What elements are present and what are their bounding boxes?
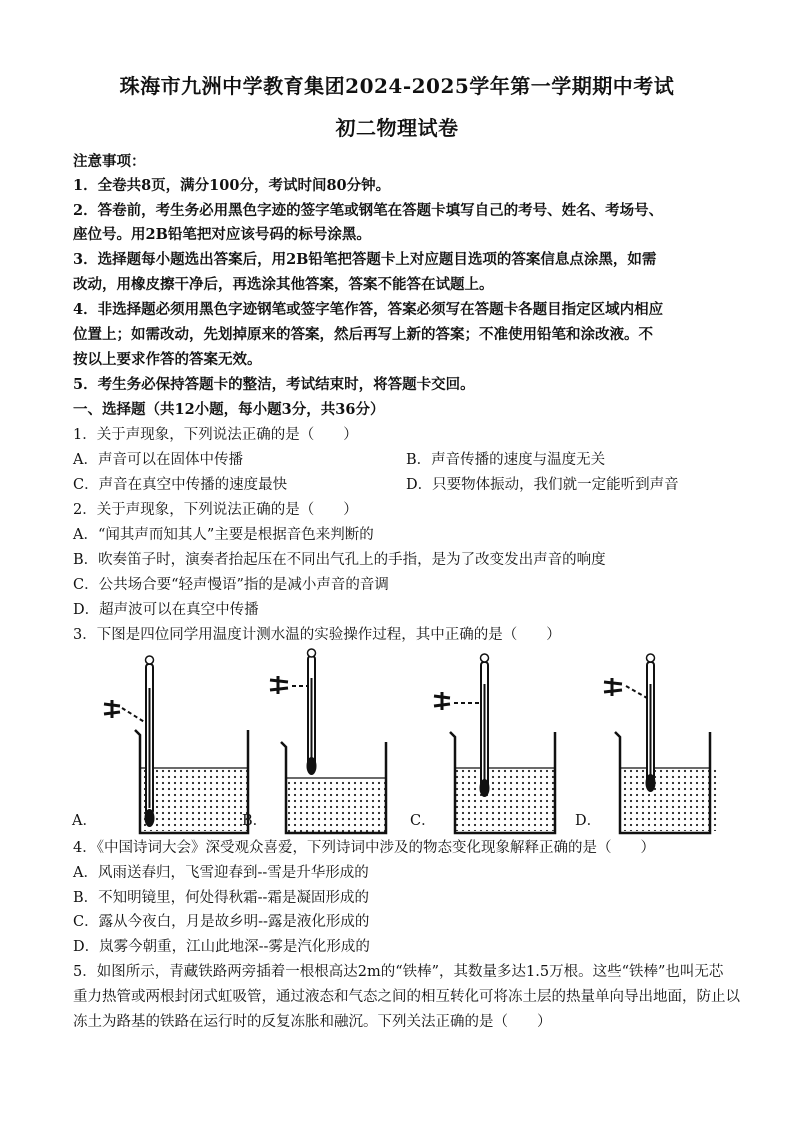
notes-item: 1．全卷共8页，满分100分，考试时间80分钟。 <box>73 177 391 194</box>
notes-heading: 注意事项： <box>73 153 146 170</box>
q4-option-a: A．风雨送春归，飞雪迎春到--雪是升华形成的 <box>73 865 369 881</box>
notes-item: 3．选择题每小题选出答案后，用2B铅笔把答题卡上对应题目选项的答案信息点涂黑，如需 <box>73 251 657 268</box>
notes-item: 5．考生务必保持答题卡的整洁，考试结束时，将答题卡交回。 <box>73 376 475 393</box>
q1-option-a: A．声音可以在固体中传播 <box>73 452 243 468</box>
q3-stem: 3．下图是四位同学用温度计测水温的实验操作过程，其中正确的是（ ） <box>73 627 561 643</box>
q5-line: 重力热管或两根封闭式虹吸管，通过液态和气态之间的相互转化可将冻土层的热量单向导出地面，防止以 <box>73 989 740 1005</box>
q4-option-c: C．露从今夜白，月是故乡明--露是液化形成的 <box>73 914 370 930</box>
q4-option-d: D．岚雾今朝重，江山此地深--雾是汽化形成的 <box>73 939 370 955</box>
diagram-label-a: A． <box>72 813 97 829</box>
notes-item: 2．答卷前，考生务必用黑色字迹的签字笔或钢笔在答题卡填写自己的考号、姓名、考场号、 <box>73 202 664 219</box>
section-heading: 一、选择题（共12小题，每小题3分，共36分） <box>73 401 385 418</box>
thermometer-figure <box>70 648 710 833</box>
diagram-label-d: D． <box>575 813 602 829</box>
q4-stem: 4．《中国诗词大会》深受观众喜爱，下列诗词中涉及的物态变化现象解释正确的是（ ） <box>73 840 655 856</box>
q2-option-c: C．公共场合要“轻声慢语”指的是减小声音的音调 <box>73 577 389 593</box>
q4-option-b: B．不知明镜里，何处得秋霜--霜是凝固形成的 <box>73 890 369 906</box>
q2-option-b: B．吹奏笛子时，演奏者抬起压在不同出气孔上的手指，是为了改变发出声音的响度 <box>73 552 606 568</box>
q1-option-b: B．声音传播的速度与温度无关 <box>406 452 606 468</box>
exam-title: 珠海市九洲中学教育集团2024-2025学年第一学期期中考试 <box>119 74 675 98</box>
diagram-c <box>434 654 555 833</box>
q5-line: 5．如图所示，青藏铁路两旁插着一根根高达2m的“铁棒”，其数量多达1.5万根。这些“铁棒”也叫无芯 <box>73 964 724 980</box>
q5-line: 冻土为路基的铁路在运行时的反复冻胀和融沉。下列关法正确的是（ ） <box>73 1014 552 1030</box>
notes-item: 位置上；如需改动，先划掉原来的答案，然后再写上新的答案；不准使用铅笔和涂改液。不 <box>73 326 653 343</box>
q2-option-a: A．“闻其声而知其人”主要是根据音色来判断的 <box>73 527 374 543</box>
notes-item: 改动，用橡皮擦干净后，再选涂其他答案，答案不能答在试题上。 <box>73 276 494 293</box>
diagram-b <box>270 649 386 833</box>
diagram-label-c: C． <box>410 813 436 829</box>
notes-item: 座位号。用2B铅笔把对应该号码的标号涂黑。 <box>73 226 371 243</box>
q1-option-c: C．声音在真空中传播的速度最快 <box>73 477 288 493</box>
q2-option-d: D．超声波可以在真空中传播 <box>73 602 259 618</box>
notes-item: 4．非选择题必须用黑色字迹钢笔或签字笔作答，答案必须写在答题卡各题目指定区域内相应 <box>73 301 664 318</box>
thermometer-diagrams <box>70 648 710 833</box>
diagram-label-b: B． <box>242 813 268 829</box>
exam-subtitle: 初二物理试卷 <box>335 116 459 140</box>
q1-stem: 1．关于声现象，下列说法正确的是（ ） <box>73 427 358 443</box>
diagram-a <box>104 656 248 833</box>
q2-stem: 2．关于声现象，下列说法正确的是（ ） <box>73 502 358 518</box>
notes-item: 按以上要求作答的答案无效。 <box>73 351 262 368</box>
q1-option-d: D．只要物体振动，我们就一定能听到声音 <box>406 477 679 493</box>
diagram-d <box>604 654 720 833</box>
